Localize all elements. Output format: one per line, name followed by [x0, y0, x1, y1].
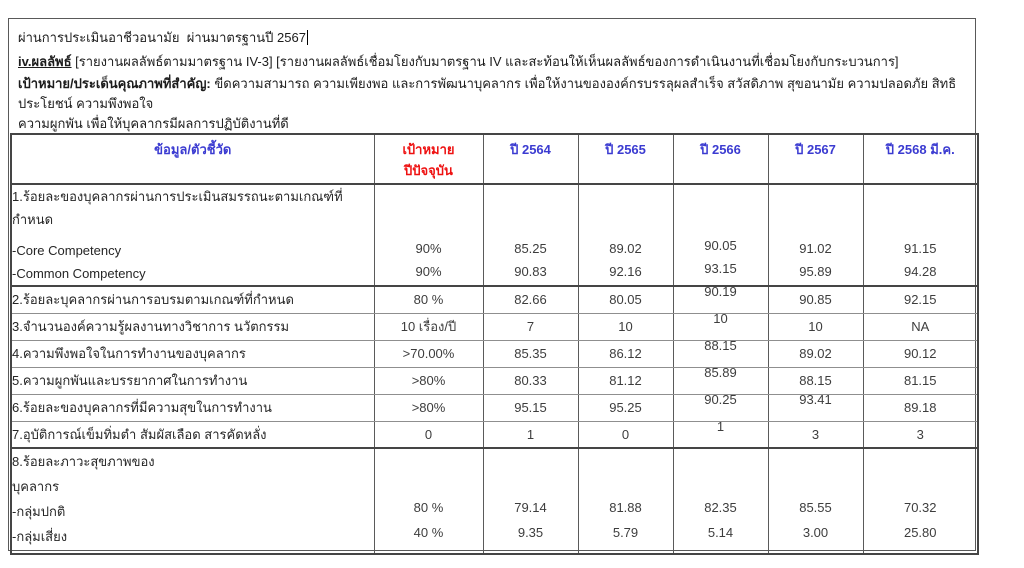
- goal-paragraph-line1: [18, 74, 965, 114]
- knowledge-2566-cell: 10: [673, 313, 768, 340]
- competency-target-cell: 90% 90%: [374, 184, 483, 286]
- row-competency-label-line1: 1.ร้อยละของบุคลากรผ่านการประเมินสมรรถนะตามเกณฑ์ที่: [12, 189, 343, 204]
- row-competency-label-line2: กำหนด: [12, 212, 54, 227]
- health-2565-cell: 81.88 5.79: [578, 448, 673, 554]
- document-frame[interactable]: [8, 18, 976, 551]
- satisfaction-2564-cell: 85.35: [483, 340, 578, 367]
- header-target-line2: ปีปัจจุบัน: [404, 163, 453, 178]
- engagement-2568-cell: 81.15: [863, 367, 978, 394]
- engagement-target-cell: >80%: [374, 367, 483, 394]
- row-needle-incident-label: 7.อุบัติการณ์เข็มทิ่มตำ สัมผัสเลือด สารคัดหลั่ง: [11, 421, 374, 448]
- happiness-2567-cell: 93.41: [768, 394, 863, 421]
- needle-2566-cell: 1: [673, 421, 768, 448]
- row-competency-label: [11, 184, 374, 286]
- header-cell-2564: ปี 2564: [483, 134, 578, 184]
- row-knowledge: [11, 313, 978, 340]
- row-health-status-label: [11, 448, 374, 554]
- satisfaction-2566-cell: 88.15: [673, 340, 768, 367]
- text-cursor: [307, 30, 308, 45]
- health-label-line2: บุคลากร: [12, 479, 60, 494]
- training-2566-cell: 90.19: [673, 286, 768, 313]
- satisfaction-target-cell: >70.00%: [374, 340, 483, 367]
- happiness-target-cell: >80%: [374, 394, 483, 421]
- indicators-table[interactable]: [10, 133, 979, 555]
- satisfaction-2565-cell: 86.12: [578, 340, 673, 367]
- row-competency-sub-core: -Core Competency: [12, 243, 122, 258]
- goal-paragraph-line2: ความผูกพัน เพื่อให้บุคลากรมีผลการปฏิบัติงานที่ดี: [18, 116, 289, 131]
- health-2568-cell: 70.32 25.80: [863, 448, 978, 554]
- header-row: [11, 134, 978, 184]
- health-target-cell: 80 % 40 %: [374, 448, 483, 554]
- row-training-label: 2.ร้อยละบุคลากรผ่านการอบรมตามเกณฑ์ที่กำหนด: [11, 286, 374, 313]
- header-cell-2566: ปี 2566: [673, 134, 768, 184]
- document-text-block: [18, 26, 965, 134]
- health-2566-cell: 82.35 5.14: [673, 448, 768, 554]
- happiness-2566-cell: 90.25: [673, 394, 768, 421]
- row-knowledge-label: 3.จำนวนองค์ความรู้ผลงานทางวิชาการ นวัตกรรม: [11, 313, 374, 340]
- health-sub-risk: -กลุ่มเสี่ยง: [12, 529, 68, 544]
- goal-label: เป้าหมาย/ประเด็นคุณภาพที่สำคัญ:: [18, 76, 211, 91]
- row-training: [11, 286, 978, 313]
- row-satisfaction-label: 4.ความพึงพอใจในการทำงานของบุคลากร: [11, 340, 374, 367]
- knowledge-2568-cell: NA: [863, 313, 978, 340]
- row-engagement-label: 5.ความผูกพันและบรรยากาศในการทำงาน: [11, 367, 374, 394]
- health-2567-cell: 85.55 3.00: [768, 448, 863, 554]
- health-sub-normal: -กลุ่มปกติ: [12, 504, 66, 519]
- happiness-2564-cell: 95.15: [483, 394, 578, 421]
- happiness-2568-cell: 89.18: [863, 394, 978, 421]
- doc-line-assessment: [18, 26, 965, 50]
- header-cell-2565: ปี 2565: [578, 134, 673, 184]
- engagement-2567-cell: 88.15: [768, 367, 863, 394]
- happiness-2565-cell: 95.25: [578, 394, 673, 421]
- row-engagement: [11, 367, 978, 394]
- row-happiness-label: 6.ร้อยละของบุคลากรที่มีความสุขในการทำงาน: [11, 394, 374, 421]
- training-2564-cell: 82.66: [483, 286, 578, 313]
- training-2568-cell: 92.15: [863, 286, 978, 313]
- competency-2567-cell: 91.02 95.89: [768, 184, 863, 286]
- row-competency: [11, 184, 978, 286]
- training-2565-cell: 80.05: [578, 286, 673, 313]
- header-target-line1: เป้าหมาย: [402, 142, 455, 157]
- health-label-line1: 8.ร้อยละภาวะสุขภาพของ: [12, 454, 155, 469]
- row-health-status: [11, 448, 978, 554]
- competency-2565-cell: 89.02 92.16: [578, 184, 673, 286]
- needle-target-cell: 0: [374, 421, 483, 448]
- section-heading: iv.ผลลัพธ์: [18, 54, 72, 69]
- header-cell-2567: ปี 2567: [768, 134, 863, 184]
- competency-2564-cell: 85.25 90.83: [483, 184, 578, 286]
- row-needle-incident: [11, 421, 978, 448]
- section-description: [รายงานผลลัพธ์ตามมาตรฐาน IV-3] [รายงานผลลัพธ์เชื่อมโยงกับมาตรฐาน IV และสะท้อนให้เห็นผลลัพธ์ของการดำเนินงานที่เชื่อมโยงกับกระบวนการ]: [71, 54, 899, 69]
- health-2564-cell: 79.14 9.35: [483, 448, 578, 554]
- doc-line-assessment-text: ผ่านการประเมินอาชีวอนามัย ผ่านมาตรฐานปี 2567: [18, 30, 306, 45]
- row-satisfaction: [11, 340, 978, 367]
- competency-2566-cell: 90.05 93.15: [673, 184, 768, 286]
- training-2567-cell: 90.85: [768, 286, 863, 313]
- goal-text: ขีดความสามารถ ความเพียงพอ และการพัฒนาบุคลากร เพื่อให้งานขององค์กรบรรลุผลสำเร็จ สวัสดิภาพ สุขอนามัย ความปลอดภัย สิทธิประโยชน์ ความพึงพอใจ: [18, 76, 957, 111]
- needle-2565-cell: 0: [578, 421, 673, 448]
- satisfaction-2567-cell: 89.02: [768, 340, 863, 367]
- engagement-2564-cell: 80.33: [483, 367, 578, 394]
- satisfaction-2568-cell: 90.12: [863, 340, 978, 367]
- row-happiness: [11, 394, 978, 421]
- competency-2568-cell: 91.15 94.28: [863, 184, 978, 286]
- knowledge-2564-cell: 7: [483, 313, 578, 340]
- knowledge-2565-cell: 10: [578, 313, 673, 340]
- header-cell-2568: ปี 2568 มี.ค.: [863, 134, 978, 184]
- needle-2567-cell: 3: [768, 421, 863, 448]
- knowledge-2567-cell: 10: [768, 313, 863, 340]
- training-target-cell: 80 %: [374, 286, 483, 313]
- needle-2568-cell: 3: [863, 421, 978, 448]
- spacer: [12, 231, 374, 239]
- row-competency-sub-common: -Common Competency: [12, 266, 146, 281]
- knowledge-target-cell: 10 เรื่อง/ปี: [374, 313, 483, 340]
- header-cell-target: [374, 134, 483, 184]
- needle-2564-cell: 1: [483, 421, 578, 448]
- header-cell-indicator: ข้อมูล/ตัวชี้วัด: [11, 134, 374, 184]
- doc-line-section: [18, 50, 965, 74]
- engagement-2565-cell: 81.12: [578, 367, 673, 394]
- engagement-2566-cell: 85.89: [673, 367, 768, 394]
